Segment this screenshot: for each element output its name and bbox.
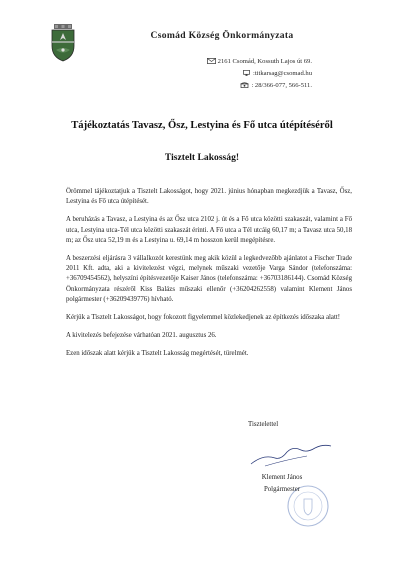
letter-body [66,187,352,368]
phone-line [240,82,312,89]
coat-of-arms-icon [50,24,76,62]
paragraph: A beszerzési eljárásra 3 vállalkozót kerestünk meg akik közül a legkedvezőbb ajánlatot a Fischer Trade 2011 Kft. adta, aki a kivitelezést végzi, melynek műszaki vezetője Varga Sándor (telefonszáma: +36709454562), helyszíni építésvezetője Kaiser János (telefonszáma: +36703186144). Csomád Község Önkormányzata részéről Kiss Balázs műszaki ellenőr (+36204262558) valamint Klement János polgármester (+36209439776) hívható. [66,255,352,303]
organization-name: Csomád Község Önkormányzata [150,30,294,41]
document-title: Tájékoztatás Tavasz, Ősz, Lestyina és Fő utca útépítéséről [71,120,333,131]
telephone-icon [240,82,249,88]
email-text: :titkarsag@csomad.hu [253,70,312,77]
handwritten-signature [245,440,335,470]
paragraph: A beruházás a Tavasz, a Lestyina és az Ősz utca 2102 j. út és a Fő utca közötti szakaszát, valamint a Fő utca, Lestyina utca-Tél utca közötti szakaszát érinti. A Fő utca a Tél utcáig 60,17 m; a Tavasz utca 50,18 m; az Ősz utca 52,19 m és a Lestyina u. 69,14 m hosszon kerül megépítésre. [66,216,352,244]
paragraph: Ezen időszak alatt kérjük a Tisztelt Lakosság megértését, türelmét. [66,350,249,358]
signer-name: Klement János [261,474,303,481]
computer-icon [242,70,251,76]
address-line [207,58,312,65]
salutation: Tisztelt Lakosság! [164,152,240,163]
closing: Tisztelettel [248,421,279,428]
paragraph: A kivitelezés befejezése várhatóan 2021. augusztus 26. [66,332,217,340]
phone-text: : 28/366-077, 566-511. [251,82,312,89]
envelope-icon [207,58,216,64]
signer-title: Polgármester [263,486,301,493]
address-text: 2161 Csomád, Kossuth Lajos út 69. [217,58,312,65]
paragraph: Kérjük a Tisztelt Lakosságot, hogy fokozott figyelemmel közlekedjenek az építkezés időszaka alatt! [66,314,341,322]
email-line [242,70,312,77]
paragraph: Örömmel tájékoztatjuk a Tisztelt Lakosságot, hogy 2021. június hónapban megkezdjük a Tavasz, Ősz, Lestyina és Fő utca útépítését. [66,188,352,206]
